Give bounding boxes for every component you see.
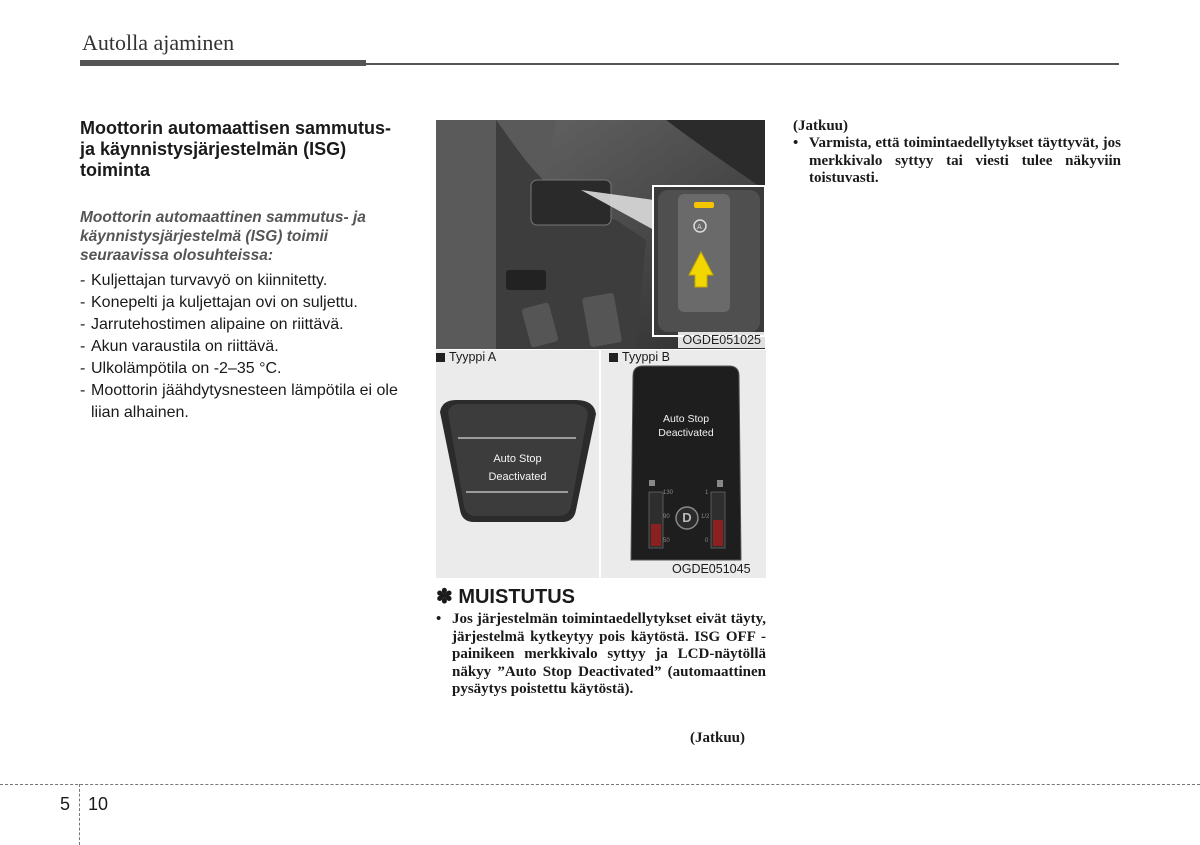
right-body	[793, 135, 1121, 188]
condition-item: - Moottorin jäähdytysnesteen lämpötila ei ole liian alhainen.	[80, 380, 415, 424]
asterisk-icon: ✽	[436, 586, 453, 608]
note-text: Jos järjestelmän toimintaedellytykset eivät täyty, järjestelmä kytkeytyy pois käytöstä. ISG OFF -painikeen merkkivalo syttyy ja LCD-näytöllä näkyy ”Auto Stop Deactivated” (automaattinen pysäytys poistettu käytöstä).	[452, 611, 766, 698]
page-number: 10	[88, 794, 109, 814]
type-a-label-row	[436, 350, 496, 364]
note-title-text: MUISTUTUS	[458, 586, 575, 608]
type-b-display-illustration	[629, 364, 743, 562]
section-title: Moottorin automaattisen sammutus- ja käynnistysjärjestelmän (ISG) toiminta	[80, 118, 392, 180]
figure2-caption: OGDE051045	[672, 562, 751, 576]
header-rule-thick	[80, 60, 366, 66]
bullet-icon: •	[436, 611, 442, 627]
header-rule-thin	[366, 63, 1119, 65]
footer-rule	[0, 784, 1200, 785]
square-bullet-icon	[436, 353, 445, 362]
type-b-message-line2: Deactivated	[658, 427, 714, 439]
figure-caption: OGDE051025	[678, 332, 765, 348]
right-bullet	[793, 135, 1121, 188]
dashboard-illustration	[436, 120, 765, 349]
right-continued: (Jatkuu)	[793, 118, 849, 134]
footer-divider	[79, 784, 80, 845]
type-a-message-line2: Deactivated	[488, 471, 547, 483]
display-type-a	[436, 350, 599, 578]
condition-item: - Kuljettajan turvavyö on kiinnitetty.	[80, 270, 415, 292]
gear-indicator: D	[682, 510, 692, 525]
display-type-b	[601, 350, 766, 578]
type-b-label-row	[609, 350, 670, 364]
type-a-label: Tyyppi A	[449, 350, 497, 364]
svg-text:A: A	[697, 223, 702, 231]
condition-item: - Akun varaustila on riittävä.	[80, 336, 415, 358]
section-subtitle: Moottorin automaattinen sammutus- ja käynnistysjärjestelmä (ISG) toimii seuraavissa olosuhteissa:	[80, 209, 366, 264]
section-number: 5	[60, 794, 71, 814]
temp-gauge-90: 90	[663, 514, 670, 520]
header-title: Autolla ajaminen	[82, 30, 235, 55]
fuel-gauge-empty: 0	[705, 538, 709, 544]
square-bullet-icon	[609, 353, 618, 362]
type-b-message-line1: Auto Stop	[662, 413, 710, 425]
type-a-message	[436, 450, 599, 486]
temp-gauge-50: 50	[663, 538, 670, 544]
condition-item: - Jarrutehostimen alipaine on riittävä.	[80, 314, 415, 336]
fuel-gauge-half: 1/2	[701, 514, 710, 520]
conditions-list	[80, 270, 415, 424]
type-b-message	[629, 412, 743, 440]
type-a-message-line1: Auto Stop	[493, 453, 542, 465]
note-continued: (Jatkuu)	[690, 730, 746, 746]
right-text: Varmista, että toimintaedellytykset täyttyvät, jos merkkivalo syttyy tai viesti tulee näkyviin toistuvasti.	[809, 135, 1121, 187]
dashboard-photo	[436, 120, 765, 349]
note-title	[436, 584, 575, 609]
note-body	[436, 611, 766, 699]
indicator-light	[694, 202, 714, 208]
fuel-gauge-full: 1	[705, 490, 709, 496]
temp-gauge-130: 130	[663, 490, 674, 496]
note-bullet	[436, 611, 766, 699]
bullet-icon: •	[793, 135, 799, 151]
type-b-label: Tyyppi B	[622, 350, 670, 364]
condition-item: - Konepelti ja kuljettajan ovi on suljettu.	[80, 292, 415, 314]
condition-item: - Ulkolämpötila on -2–35 °C.	[80, 358, 415, 380]
